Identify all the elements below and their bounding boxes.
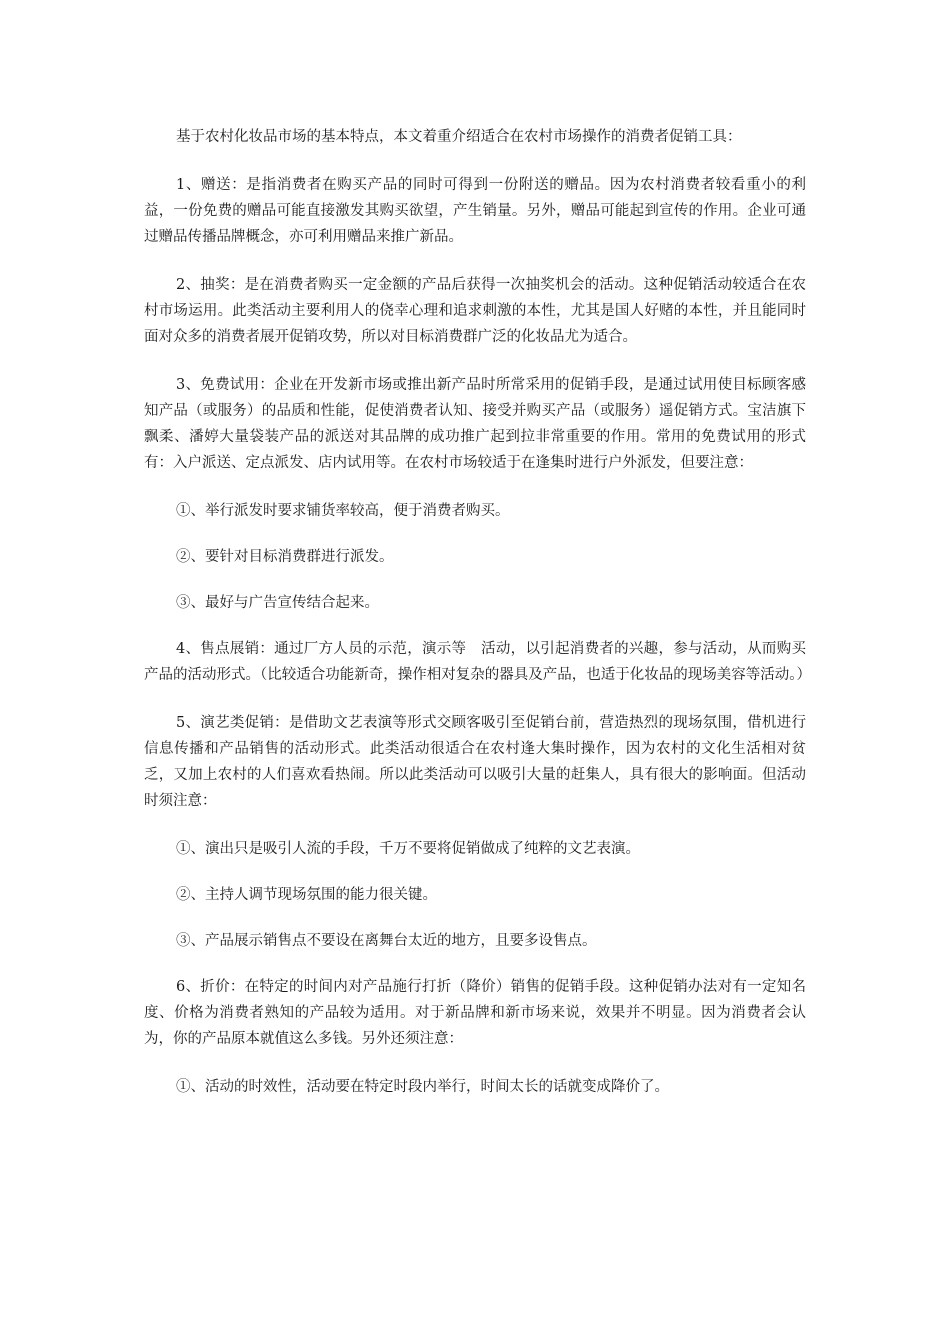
intro-paragraph: 基于农村化妆品市场的基本特点，本文着重介绍适合在农村市场操作的消费者促销工具：	[176, 129, 742, 145]
section-gift-paragraph: 1、赠送：是指消费者在购买产品的同时可得到一份附送的赠品。因为农村消费者较看重小的利益，一份免费的赠品可能直接激发其购买欲望，产生销量。另外，赠品可能起到宣传的作用。企业可通过赠品传播品牌概念，亦可利用赠品来推广新品。	[144, 177, 806, 245]
section-free-trial-paragraph: 3、免费试用：企业在开发新市场或推出新产品时所常采用的促销手段，是通过试用使目标顾客感知产品（或服务）的品质和性能，促使消费者认知、接受并购买产品（或服务）遥促销方式。宝洁旗下飘柔、潘婷大量袋装产品的派送对其品牌的成功推广起到拉非常重要的作用。常用的免费试用的形式有：入户派送、定点派发、店内试用等。在农村市场较适于在逢集时进行户外派发，但要注意：	[144, 377, 806, 471]
document-body	[144, 124, 811, 1120]
section-lottery-paragraph: 2、抽奖：是在消费者购买一定金额的产品后获得一次抽奖机会的活动。这种促销活动较适合在农村市场运用。此类活动主要利用人的侥幸心理和追求刺激的本性，尤其是国人好赌的本性，并且能同时面对众多的消费者展开促销攻势，所以对目标消费群广泛的化妆品尤为适合。	[144, 277, 806, 345]
performance-note-2: ②、主持人调节现场氛围的能力很关键。	[176, 887, 437, 903]
free-trial-note-3: ③、最好与广告宣传结合起来。	[176, 595, 379, 611]
free-trial-note-1: ①、举行派发时要求铺货率较高，便于消费者购买。	[176, 503, 510, 519]
discount-note-1: ①、活动的时效性，活动要在特定时段内举行，时间太长的话就变成降价了。	[176, 1079, 669, 1095]
section-point-of-sale-paragraph: 4、售点展销：通过厂方人员的示范，演示等 活动，以引起消费者的兴趣，参与活动，从而购买产品的活动形式。（比较适合功能新奇，操作相对复杂的器具及产品，也适于化妆品的现场美容等活动。）	[144, 641, 811, 683]
performance-note-1: ①、演出只是吸引人流的手段，千万不要将促销做成了纯粹的文艺表演。	[176, 841, 640, 857]
performance-note-3: ③、产品展示销售点不要设在离舞台太近的地方，且要多设售点。	[176, 933, 597, 949]
section-performance-paragraph: 5、演艺类促销：是借助文艺表演等形式交顾客吸引至促销台前，营造热烈的现场氛围，借机进行信息传播和产品销售的活动形式。此类活动很适合在农村逢大集时操作，因为农村的文化生活相对贫乏，又加上农村的人们喜欢看热闹。所以此类活动可以吸引大量的赶集人，具有很大的影响面。但活动时须注意：	[144, 715, 806, 809]
section-discount-paragraph: 6、折价：在特定的时间内对产品施行打折（降价）销售的促销手段。这种促销办法对有一定知名度、价格为消费者熟知的产品较为适用。对于新品牌和新市场来说，效果并不明显。因为消费者会认为，你的产品原本就值这么多钱。另外还须注意：	[144, 979, 806, 1047]
free-trial-note-2: ②、要针对目标消费群进行派发。	[176, 549, 394, 565]
